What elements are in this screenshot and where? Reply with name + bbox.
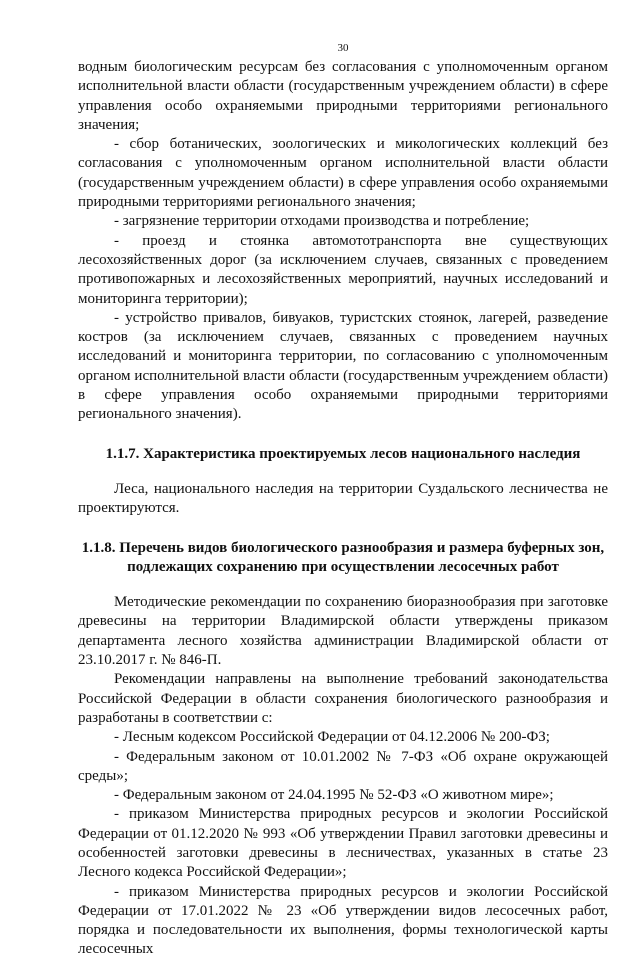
list-item: - Лесным кодексом Российской Федерации от 04.12.2006 № 200-ФЗ; xyxy=(114,729,550,746)
section-heading xyxy=(78,539,608,578)
list-item: - проезд и стоянка автомототранспорта вне существующих лесохозяйственных дорог (за исключением случаев, связанных с проведением противопожарных и лесохозяйственных мероприятий, научных исследований и мониторинга территории); xyxy=(78,232,608,307)
list-item: - сбор ботанических, зоологических и микологических коллекций без согласования с уполномоченным органом исполнительной власти области (государственным учреждением области) в сфере управления особо охраняемыми природными территориями регионального значения; xyxy=(78,136,608,211)
list-item: - устройство привалов, бивуаков, туристских стоянок, лагерей, разведение костров (за исключением случаев, связанных с проведением научных исследований и мониторинга территории, по согласованию с уполномоченным органом исполнительной власти области (государственным учреждением области) в сфере управления особо охраняемыми природными территориями регионального значения). xyxy=(78,309,608,423)
list-item: - приказом Министерства природных ресурсов и экологии Российской Федерации от 17.01.2022 № 23 «Об утверждении видов лесосечных работ, порядка и последовательности их выполнения, формы технологической карты лесосечных xyxy=(78,883,608,958)
section-heading-line: 1.1.8. Перечень видов биологического разнообразия и размера буферных зон, xyxy=(81,539,605,556)
paragraph: водным биологическим ресурсам без согласования с уполномоченным органом исполнительной власти области (государственным учреждением области) в сфере управления особо охраняемыми природными территориями регионального значения; xyxy=(78,59,608,133)
list-item: - Федеральным законом от 24.04.1995 № 52-ФЗ «О животном мире»; xyxy=(114,787,554,804)
paragraph: Методические рекомендации по сохранению биоразнообразия при заготовке древесины на территории Владимирской области утверждены приказом департамента лесного хозяйства администрации Владимирской области от 23.10.2017 г. № 846-П. xyxy=(78,594,608,669)
list-item: - загрязнение территории отходами производства и потребление; xyxy=(114,213,530,230)
paragraph: Рекомендации направлены на выполнение требований законодательства Российской Федерации в области сохранения биологического разнообразия и разработаны в соответствии с: xyxy=(78,671,608,726)
section-heading-line: подлежащих сохранению при осуществлении лесосечных работ xyxy=(127,558,559,575)
section-heading: 1.1.7. Характеристика проектируемых лесов национального наследия xyxy=(105,445,581,462)
page-number: 30 xyxy=(337,42,349,54)
list-item: - приказом Министерства природных ресурсов и экологии Российской Федерации от 01.12.2020 № 993 «Об утверждении Правил заготовки древесины и особенностей заготовки древесины в лесничествах, указанных в статье 23 Лесного кодекса Российской Федерации»; xyxy=(78,806,608,881)
paragraph: Леса, национального наследия на территории Суздальского лесничества не проектируются. xyxy=(78,480,608,517)
list-item: - Федеральным законом от 10.01.2002 № 7-ФЗ «Об охране окружающей среды»; xyxy=(78,748,608,784)
